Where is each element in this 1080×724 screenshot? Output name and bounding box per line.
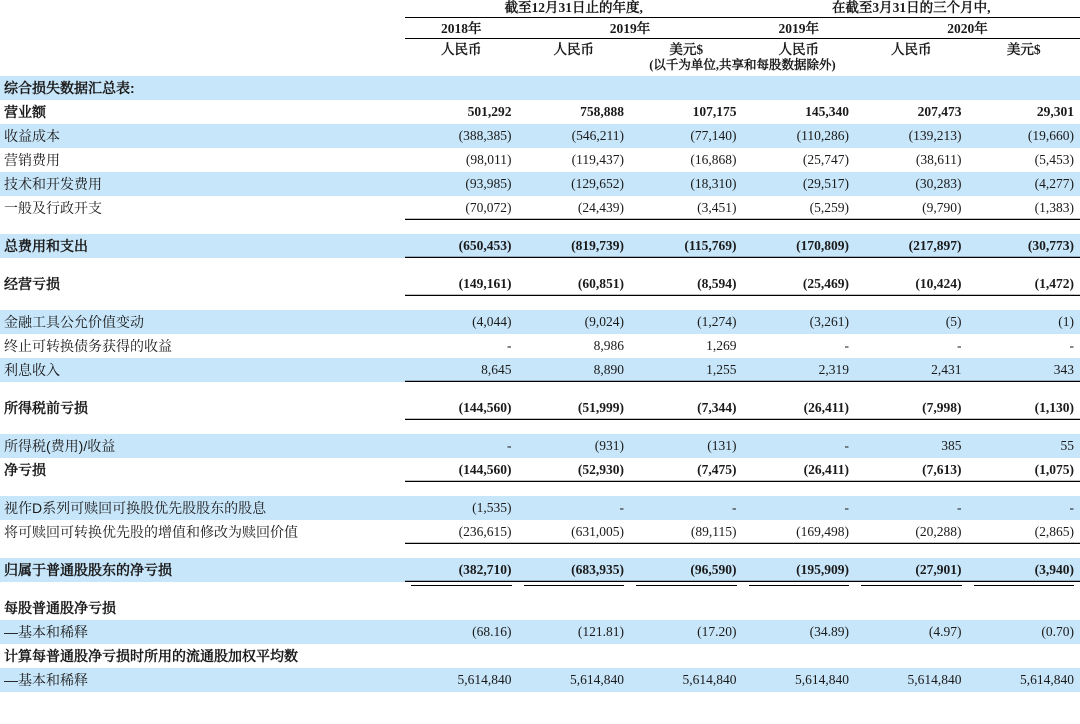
table-row	[0, 148, 1080, 172]
row-label: 终止可转换债务获得的收益	[0, 334, 405, 358]
spacer-cell	[0, 258, 405, 272]
table-row	[0, 644, 1080, 668]
row-value: (195,909)	[743, 558, 856, 582]
table-header	[0, 0, 1080, 76]
spacer-cell	[405, 544, 518, 558]
spacer-cell	[405, 482, 518, 496]
row-value: -	[855, 334, 968, 358]
row-value: 1,269	[630, 334, 743, 358]
row-label: 收益成本	[0, 124, 405, 148]
row-label: 净亏损	[0, 458, 405, 482]
row-value: (27,901)	[855, 558, 968, 582]
spacer-row	[0, 258, 1080, 272]
section-title-filler	[405, 76, 518, 100]
spacer-cell	[518, 258, 631, 272]
row-value: (149,161)	[405, 272, 518, 296]
spacer-cell	[518, 296, 631, 310]
header-group-quarterly: 在截至3月31日的三个月中,	[743, 0, 1080, 18]
row-value: 1,255	[630, 358, 743, 382]
row-value: 385	[855, 434, 968, 458]
header-group-row	[0, 0, 1080, 18]
row-value: 501,292	[405, 100, 518, 124]
row-value: 107,175	[630, 100, 743, 124]
row-value	[518, 644, 631, 668]
row-value: (3,940)	[968, 558, 1080, 582]
spacer-row	[0, 420, 1080, 434]
row-value	[405, 644, 518, 668]
row-label: 每股普通股净亏损	[0, 596, 405, 620]
row-value: (19,660)	[968, 124, 1080, 148]
spacer-cell	[518, 420, 631, 434]
spacer-cell	[968, 382, 1080, 396]
row-value	[855, 644, 968, 668]
spacer-cell	[630, 220, 743, 234]
row-value: 8,645	[405, 358, 518, 382]
row-value: (26,411)	[743, 396, 856, 420]
table-row	[0, 620, 1080, 644]
section-title-filler	[518, 76, 631, 100]
row-value: (17.20)	[630, 620, 743, 644]
table-row	[0, 358, 1080, 382]
spacer-cell	[405, 420, 518, 434]
row-value: (683,935)	[518, 558, 631, 582]
row-value: (30,773)	[968, 234, 1080, 258]
section-title-filler	[968, 76, 1080, 100]
header-currency-4: 人民币	[778, 42, 819, 57]
row-value: (1,472)	[968, 272, 1080, 296]
table-row	[0, 496, 1080, 520]
row-value: (2,865)	[968, 520, 1080, 544]
row-value: (20,288)	[855, 520, 968, 544]
row-value: (382,710)	[405, 558, 518, 582]
spacer-cell	[405, 258, 518, 272]
spacer-cell	[968, 544, 1080, 558]
table-row	[0, 396, 1080, 420]
spacer-cell	[630, 544, 743, 558]
row-label: 技术和开发费用	[0, 172, 405, 196]
row-value: (26,411)	[743, 458, 856, 482]
row-value: 5,614,840	[630, 668, 743, 692]
spacer-row	[0, 296, 1080, 310]
header-corner-cell-4	[0, 58, 405, 76]
row-label: 经营亏损	[0, 272, 405, 296]
row-value: (4,277)	[968, 172, 1080, 196]
row-value: 2,431	[855, 358, 968, 382]
row-value: (217,897)	[855, 234, 968, 258]
row-value: (1,130)	[968, 396, 1080, 420]
row-label: 利息收入	[0, 358, 405, 382]
table-row	[0, 196, 1080, 220]
row-value: (9,790)	[855, 196, 968, 220]
table-body	[0, 76, 1080, 692]
spacer-cell	[0, 382, 405, 396]
row-value: -	[855, 496, 968, 520]
header-year-2018: 2018年	[405, 18, 518, 39]
row-value: -	[518, 496, 631, 520]
table-row	[0, 310, 1080, 334]
row-value: (4.97)	[855, 620, 968, 644]
spacer-cell	[518, 220, 631, 234]
spacer-cell	[743, 296, 856, 310]
row-value: (819,739)	[518, 234, 631, 258]
row-value: (1,075)	[968, 458, 1080, 482]
spacer-cell	[0, 220, 405, 234]
table-row	[0, 596, 1080, 620]
row-value	[855, 596, 968, 620]
row-value: 8,986	[518, 334, 631, 358]
spacer-cell	[855, 544, 968, 558]
row-label: 营销费用	[0, 148, 405, 172]
row-value: (52,930)	[518, 458, 631, 482]
header-group-annual: 截至12月31日止的年度,	[405, 0, 743, 18]
spacer-cell	[405, 382, 518, 396]
row-value: (5,453)	[968, 148, 1080, 172]
row-value: (1,274)	[630, 310, 743, 334]
table-row	[0, 234, 1080, 258]
row-label: 金融工具公允价值变动	[0, 310, 405, 334]
spacer-cell	[630, 258, 743, 272]
row-value: 5,614,840	[405, 668, 518, 692]
header-currency-6: 美元$	[1006, 42, 1041, 57]
header-year-2020-quarter: 2020年	[855, 18, 1080, 39]
spacer-row	[0, 482, 1080, 496]
header-corner-cell	[0, 0, 405, 18]
row-value: (68.16)	[405, 620, 518, 644]
table-row	[0, 172, 1080, 196]
spacer-cell	[968, 220, 1080, 234]
row-value: -	[405, 334, 518, 358]
spacer-cell	[968, 482, 1080, 496]
spacer-cell	[405, 296, 518, 310]
row-value	[968, 596, 1080, 620]
row-value: (546,211)	[518, 124, 631, 148]
spacer-cell	[968, 296, 1080, 310]
spacer-cell	[405, 220, 518, 234]
spacer-cell	[630, 420, 743, 434]
row-value: (0.70)	[968, 620, 1080, 644]
section-title-filler	[743, 76, 856, 100]
row-value: (29,517)	[743, 172, 856, 196]
row-value: (1,383)	[968, 196, 1080, 220]
row-value: (3,451)	[630, 196, 743, 220]
header-year-2019-quarter: 2019年	[743, 18, 856, 39]
row-value: -	[968, 496, 1080, 520]
table-row	[0, 124, 1080, 148]
row-value: 145,340	[743, 100, 856, 124]
row-value: (131)	[630, 434, 743, 458]
section-title-row	[0, 76, 1080, 100]
row-value: (1,535)	[405, 496, 518, 520]
header-year-row	[0, 18, 1080, 39]
header-corner-cell-2	[0, 18, 405, 39]
spacer-cell	[855, 382, 968, 396]
spacer-cell	[518, 482, 631, 496]
row-value: (7,344)	[630, 396, 743, 420]
spacer-row	[0, 544, 1080, 558]
header-currency-row	[0, 39, 1080, 59]
row-label: 一般及行政开支	[0, 196, 405, 220]
row-value: (7,613)	[855, 458, 968, 482]
header-year-2019-annual: 2019年	[518, 18, 743, 39]
row-value	[743, 644, 856, 668]
header-unit-note-row	[0, 58, 1080, 76]
table-row	[0, 668, 1080, 692]
row-value: 29,301	[968, 100, 1080, 124]
row-value: (129,652)	[518, 172, 631, 196]
spacer-cell	[968, 258, 1080, 272]
row-value: (16,868)	[630, 148, 743, 172]
row-value: (18,310)	[630, 172, 743, 196]
row-value: (24,439)	[518, 196, 631, 220]
row-value: (931)	[518, 434, 631, 458]
row-value	[743, 596, 856, 620]
row-value: -	[630, 496, 743, 520]
row-value: (7,998)	[855, 396, 968, 420]
row-value	[630, 644, 743, 668]
row-value: (110,286)	[743, 124, 856, 148]
row-label: —基本和稀释	[0, 620, 405, 644]
row-value: (96,590)	[630, 558, 743, 582]
row-value: (388,385)	[405, 124, 518, 148]
row-value: (119,437)	[518, 148, 631, 172]
spacer-cell	[855, 296, 968, 310]
spacer-cell	[630, 382, 743, 396]
row-value: (34.89)	[743, 620, 856, 644]
row-value: 5,614,840	[518, 668, 631, 692]
row-label: 视作D系列可赎回可换股优先股股东的股息	[0, 496, 405, 520]
spacer-cell	[743, 544, 856, 558]
row-value	[405, 596, 518, 620]
row-value: (98,011)	[405, 148, 518, 172]
row-value: 207,473	[855, 100, 968, 124]
spacer-cell	[743, 420, 856, 434]
header-currency-1: 人民币	[441, 42, 482, 57]
header-corner-cell-3	[0, 39, 405, 59]
spacer-cell	[518, 382, 631, 396]
header-currency-5: 人民币	[891, 42, 932, 57]
row-value: 758,888	[518, 100, 631, 124]
section-title-filler	[855, 76, 968, 100]
row-label: 计算每普通股净亏损时所用的流通股加权平均数	[0, 644, 405, 668]
row-label: 归属于普通股股东的净亏损	[0, 558, 405, 582]
row-value: -	[743, 434, 856, 458]
row-value: 8,890	[518, 358, 631, 382]
row-value: -	[743, 496, 856, 520]
row-value: (89,115)	[630, 520, 743, 544]
row-value: (170,809)	[743, 234, 856, 258]
row-value: (7,475)	[630, 458, 743, 482]
spacer-cell	[0, 582, 405, 596]
row-value: -	[968, 334, 1080, 358]
spacer-cell	[518, 544, 631, 558]
row-value: -	[743, 334, 856, 358]
table-row	[0, 100, 1080, 124]
spacer-row	[0, 382, 1080, 396]
row-value: (5,259)	[743, 196, 856, 220]
spacer-cell	[0, 544, 405, 558]
spacer-cell	[0, 482, 405, 496]
row-value: (25,469)	[743, 272, 856, 296]
row-label: 营业额	[0, 100, 405, 124]
row-value: (236,615)	[405, 520, 518, 544]
row-value: (9,024)	[518, 310, 631, 334]
table-row	[0, 272, 1080, 296]
row-value: 5,614,840	[855, 668, 968, 692]
row-value: (25,747)	[743, 148, 856, 172]
row-value: (38,611)	[855, 148, 968, 172]
row-value: 343	[968, 358, 1080, 382]
spacer-cell	[743, 220, 856, 234]
row-value: (631,005)	[518, 520, 631, 544]
header-currency-2: 人民币	[553, 42, 594, 57]
row-value: (139,213)	[855, 124, 968, 148]
table-row	[0, 334, 1080, 358]
row-value: (4,044)	[405, 310, 518, 334]
row-label: —基本和稀释	[0, 668, 405, 692]
table-row	[0, 434, 1080, 458]
row-value: (121.81)	[518, 620, 631, 644]
row-value: (60,851)	[518, 272, 631, 296]
table-row	[0, 520, 1080, 544]
spacer-cell	[855, 258, 968, 272]
row-value: (8,594)	[630, 272, 743, 296]
row-value: -	[405, 434, 518, 458]
row-value: (30,283)	[855, 172, 968, 196]
row-value: (93,985)	[405, 172, 518, 196]
spacer-cell	[743, 258, 856, 272]
section-title: 综合损失数据汇总表:	[0, 76, 405, 100]
row-value	[968, 644, 1080, 668]
spacer-cell	[855, 482, 968, 496]
spacer-cell	[630, 296, 743, 310]
table-row	[0, 558, 1080, 582]
row-value: (70,072)	[405, 196, 518, 220]
row-value: 2,319	[743, 358, 856, 382]
row-value: (144,560)	[405, 458, 518, 482]
row-value: (650,453)	[405, 234, 518, 258]
spacer-cell	[743, 382, 856, 396]
row-value: (5)	[855, 310, 968, 334]
spacer-cell	[855, 220, 968, 234]
table-row	[0, 458, 1080, 482]
row-label: 将可赎回可转换优先股的增值和修改为赎回价值	[0, 520, 405, 544]
section-title-filler	[630, 76, 743, 100]
row-value	[518, 596, 631, 620]
row-value: 5,614,840	[743, 668, 856, 692]
row-value: (115,769)	[630, 234, 743, 258]
row-value: (3,261)	[743, 310, 856, 334]
row-label: 总费用和支出	[0, 234, 405, 258]
spacer-cell	[630, 482, 743, 496]
row-value: (10,424)	[855, 272, 968, 296]
row-value: 55	[968, 434, 1080, 458]
row-value: (1)	[968, 310, 1080, 334]
spacer-row	[0, 220, 1080, 234]
spacer-cell	[0, 420, 405, 434]
row-value	[630, 596, 743, 620]
spacer-cell	[968, 420, 1080, 434]
spacer-cell	[743, 482, 856, 496]
row-value: (169,498)	[743, 520, 856, 544]
row-value: (51,999)	[518, 396, 631, 420]
row-label: 所得税前亏损	[0, 396, 405, 420]
row-label: 所得税(费用)/收益	[0, 434, 405, 458]
row-value: (77,140)	[630, 124, 743, 148]
row-value: (144,560)	[405, 396, 518, 420]
unit-note: (以千为单位,共享和每股数据除外)	[649, 58, 836, 72]
header-currency-3: 美元$	[669, 42, 704, 57]
spacer-cell	[855, 420, 968, 434]
spacer-cell	[0, 296, 405, 310]
row-value: 5,614,840	[968, 668, 1080, 692]
